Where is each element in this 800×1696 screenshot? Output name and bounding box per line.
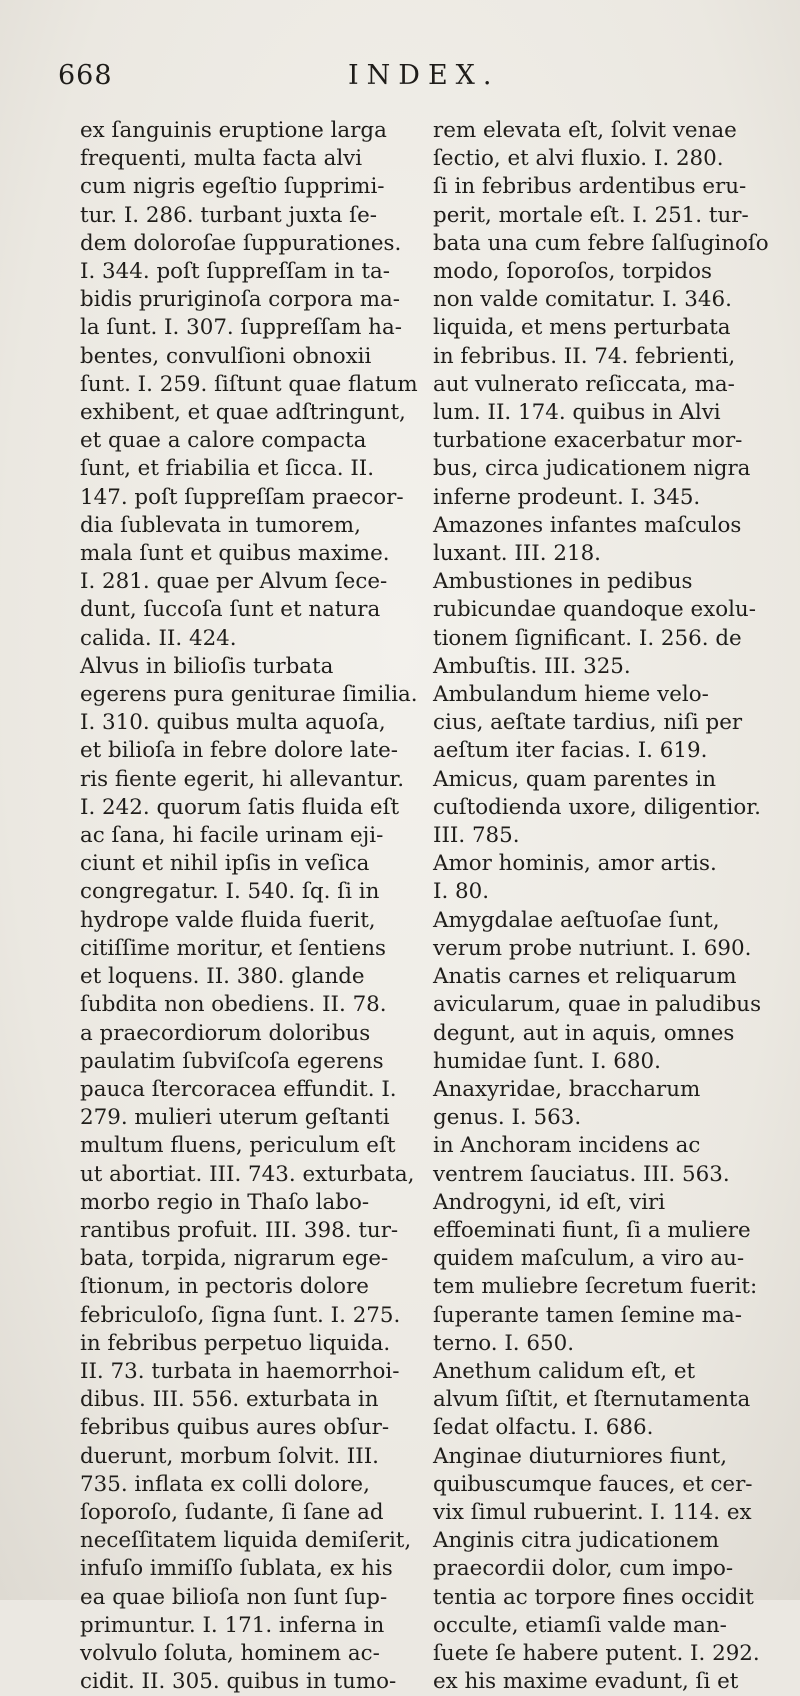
text-line: febriculoſo, ſigna ſunt. I. 275. xyxy=(80,1302,401,1328)
text-line: Anaxyridae, braccharum xyxy=(433,1076,701,1102)
text-line: exhibent, et quae adſtringunt, xyxy=(80,400,406,426)
text-line: dem doloroſae ſuppurationes. xyxy=(80,230,402,256)
text-line: neceſſitatem liquida demiſerit, xyxy=(80,1528,412,1554)
text-line: 279. mulieri uterum geſtanti xyxy=(80,1105,390,1131)
text-line: ſunt, et friabilia et ſicca. II. xyxy=(80,456,375,482)
text-line: cum nigris egeſtio ſupprimi- xyxy=(80,174,385,200)
text-line: quibuscumque fauces, et cer- xyxy=(433,1471,753,1497)
text-line: et loquens. II. 380. glande xyxy=(80,964,365,990)
text-line: 735. inflata ex colli dolore, xyxy=(80,1471,370,1497)
text-line: modo, ſoporoſos, torpidos xyxy=(433,259,712,285)
text-line: Ambustiones in pedibus xyxy=(433,569,693,595)
text-line: ſtionum, in pectoris dolore xyxy=(80,1274,369,1300)
running-title: INDEX. xyxy=(348,60,500,91)
text-line: ſi in febribus ardentibus eru- xyxy=(433,174,747,200)
text-line: Anginae diuturniores fiunt, xyxy=(433,1443,728,1469)
text-line: la ſunt. I. 307. ſuppreſſam ha- xyxy=(80,315,402,341)
text-line: Amygdalae aeſtuoſae ſunt, xyxy=(433,907,720,933)
text-line: aeſtum iter facias. I. 619. xyxy=(433,738,708,764)
text-line: duerunt, morbum ſolvit. III. xyxy=(80,1443,379,1469)
text-line: pauca ſtercoracea effundit. I. xyxy=(80,1076,397,1102)
text-line: dia ſublevata in tumorem, xyxy=(80,512,361,538)
text-line: Alvus in bilioſis turbata xyxy=(80,653,334,679)
text-line: I. 344. poſt ſuppreſſam in ta- xyxy=(80,259,390,285)
text-line: cuſtodienda uxore, diligentior. xyxy=(433,794,761,820)
text-line: primuntur. I. 171. inferna in xyxy=(80,1612,385,1638)
text-line: Ambuſtis. III. 325. xyxy=(433,653,631,679)
text-line: ſunt. I. 259. ſiſtunt quae flatum xyxy=(80,371,418,397)
text-line: effoeminati fiunt, ſi a muliere xyxy=(433,1217,751,1243)
text-line: citiſſime moritur, et ſentiens xyxy=(80,935,387,961)
text-line: aut vulnerato reſiccata, ma- xyxy=(433,371,735,397)
text-line: Anethum calidum eſt, et xyxy=(433,1358,696,1384)
text-line: in Anchoram incidens ac xyxy=(433,1133,701,1159)
text-line: humidae ſunt. I. 680. xyxy=(433,1048,661,1074)
page-header xyxy=(58,60,760,100)
text-line: III. 785. xyxy=(433,823,520,849)
text-line: genus. I. 563. xyxy=(433,1105,582,1131)
text-line: alvum ſiſtit, et ſternutamenta xyxy=(433,1387,751,1413)
text-line: 147. poſt ſuppreſſam praecor- xyxy=(80,484,404,510)
text-line: degunt, aut in aquis, omnes xyxy=(433,1020,735,1046)
text-line: I. 242. quorum ſatis fluida eſt xyxy=(80,794,400,820)
text-line: multum fluens, periculum eſt xyxy=(80,1133,396,1159)
text-line: occulte, etiamſi valde man- xyxy=(433,1612,727,1638)
text-line: verum probe nutriunt. I. 690. xyxy=(433,935,752,961)
text-line: cius, aeſtate tardius, niſi per xyxy=(433,710,743,736)
text-line: bus, circa judicationem nigra xyxy=(433,456,751,482)
text-line: ſuperante tamen ſemine ma- xyxy=(433,1302,742,1328)
text-line: et quae a calore compacta xyxy=(80,428,367,454)
text-line: lum. II. 174. quibus in Alvi xyxy=(433,400,721,426)
text-line: I. 80. xyxy=(433,879,490,905)
text-line: Anginis citra judicationem xyxy=(433,1528,720,1554)
text-line: egerens pura geniturae ſimilia. xyxy=(80,682,418,708)
page-number: 668 xyxy=(58,60,113,91)
text-line: frequenti, multa facta alvi xyxy=(80,146,363,172)
text-line: bata una cum febre ſalſuginoſo xyxy=(433,230,769,256)
text-line: bentes, convulſioni obnoxii xyxy=(80,343,372,369)
text-line: ſubdita non obediens. II. 78. xyxy=(80,992,387,1018)
text-line: II. 73. turbata in haemorrhoi- xyxy=(80,1358,400,1384)
text-line: rantibus profuit. III. 398. tur- xyxy=(80,1217,399,1243)
text-line: rubicundae quandoque exolu- xyxy=(433,597,756,623)
text-line: Amor hominis, amor artis. xyxy=(433,851,717,877)
text-line: ris fiente egerit, hi allevantur. xyxy=(80,766,405,792)
text-line: congregatur. I. 540. ſq. ſi in xyxy=(80,879,380,905)
text-line: bata, torpida, nigrarum ege- xyxy=(80,1246,389,1272)
text-line: vix ſimul rubuerint. I. 114. ex xyxy=(433,1499,752,1525)
text-line: ſoporoſo, ſudante, ſi ſane ad xyxy=(80,1499,384,1525)
text-line: quidem maſculum, a viro au- xyxy=(433,1246,745,1272)
text-line: I. 310. quibus multa aquoſa, xyxy=(80,710,386,736)
text-line: hydrope valde fluida fuerit, xyxy=(80,907,376,933)
text-line: volvulo ſoluta, hominem ac- xyxy=(80,1640,380,1666)
text-line: ut abortiat. III. 743. exturbata, xyxy=(80,1161,415,1187)
text-line: Amicus, quam parentes in xyxy=(433,766,716,792)
text-line: praecordii dolor, cum impo- xyxy=(433,1556,734,1582)
text-line: tionem ſignificant. I. 256. de xyxy=(433,625,742,651)
text-line: bidis pruriginoſa corpora ma- xyxy=(80,287,400,313)
text-line: Androgyni, id eſt, viri xyxy=(433,1189,666,1215)
text-line: liquida, et mens perturbata xyxy=(433,315,731,341)
text-line: paulatim ſubviſcoſa egerens xyxy=(80,1048,384,1074)
text-line: ciunt et nihil ipſis in veſica xyxy=(80,851,370,877)
text-line: infuſo immiſſo ſublata, ex his xyxy=(80,1556,393,1582)
text-line: dunt, ſuccoſa ſunt et natura xyxy=(80,597,381,623)
text-line: ex ſanguinis eruptione larga xyxy=(80,118,387,143)
text-line: tem muliebre ſecretum fuerit: xyxy=(433,1274,758,1300)
text-line: morbo regio in Thaſo labo- xyxy=(80,1189,370,1215)
text-line: mala ſunt et quibus maxime. xyxy=(80,541,390,567)
text-line: Anatis carnes et reliquarum xyxy=(433,964,737,990)
text-line: in febribus. II. 74. febrienti, xyxy=(433,343,736,369)
text-line: ſuete ſe habere putent. I. 292. xyxy=(433,1640,760,1666)
text-line: dibus. III. 556. exturbata in xyxy=(80,1387,379,1413)
text-line: in febribus perpetuo liquida. xyxy=(80,1330,391,1356)
text-line: febribus quibus aures obſur- xyxy=(80,1415,390,1441)
text-line: turbatione exacerbatur mor- xyxy=(433,428,743,454)
text-line: Amazones infantes maſculos xyxy=(433,512,742,538)
text-line: ea quae bilioſa non ſunt ſup- xyxy=(80,1584,388,1610)
text-line: tur. I. 286. turbant juxta ſe- xyxy=(80,202,377,228)
text-line: avicularum, quae in paludibus xyxy=(433,992,762,1018)
text-line: inferne prodeunt. I. 345. xyxy=(433,484,701,510)
text-line: calida. II. 424. xyxy=(80,625,237,651)
text-line: ventrem ſauciatus. III. 563. xyxy=(433,1161,730,1187)
text-line: terno. I. 650. xyxy=(433,1330,575,1356)
text-line: et bilioſa in febre dolore late- xyxy=(80,738,399,764)
text-line: perit, mortale eſt. I. 251. tur- xyxy=(433,202,749,228)
text-line: ex his maxime evadunt, ſi et xyxy=(433,1669,739,1695)
text-line: Ambulandum hieme velo- xyxy=(433,682,709,708)
text-line: a praecordiorum doloribus xyxy=(80,1020,371,1046)
text-line: I. 281. quae per Alvum ſece- xyxy=(80,569,388,595)
text-line: non valde comitatur. I. 346. xyxy=(433,287,732,313)
left-column xyxy=(80,117,418,1696)
text-line: ſedat olfactu. I. 686. xyxy=(433,1415,654,1441)
text-line: rem elevata eſt, ſolvit venae xyxy=(433,118,737,143)
text-line: ac ſana, hi facile urinam eji- xyxy=(80,823,384,849)
text-line: ſectio, et alvi fluxio. I. 280. xyxy=(433,146,724,172)
right-column xyxy=(433,117,775,1696)
text-line: luxant. III. 218. xyxy=(433,541,601,567)
text-line: cidit. II. 305. quibus in tumo- xyxy=(80,1669,397,1695)
text-line: tentia ac torpore fines occidit xyxy=(433,1584,754,1610)
